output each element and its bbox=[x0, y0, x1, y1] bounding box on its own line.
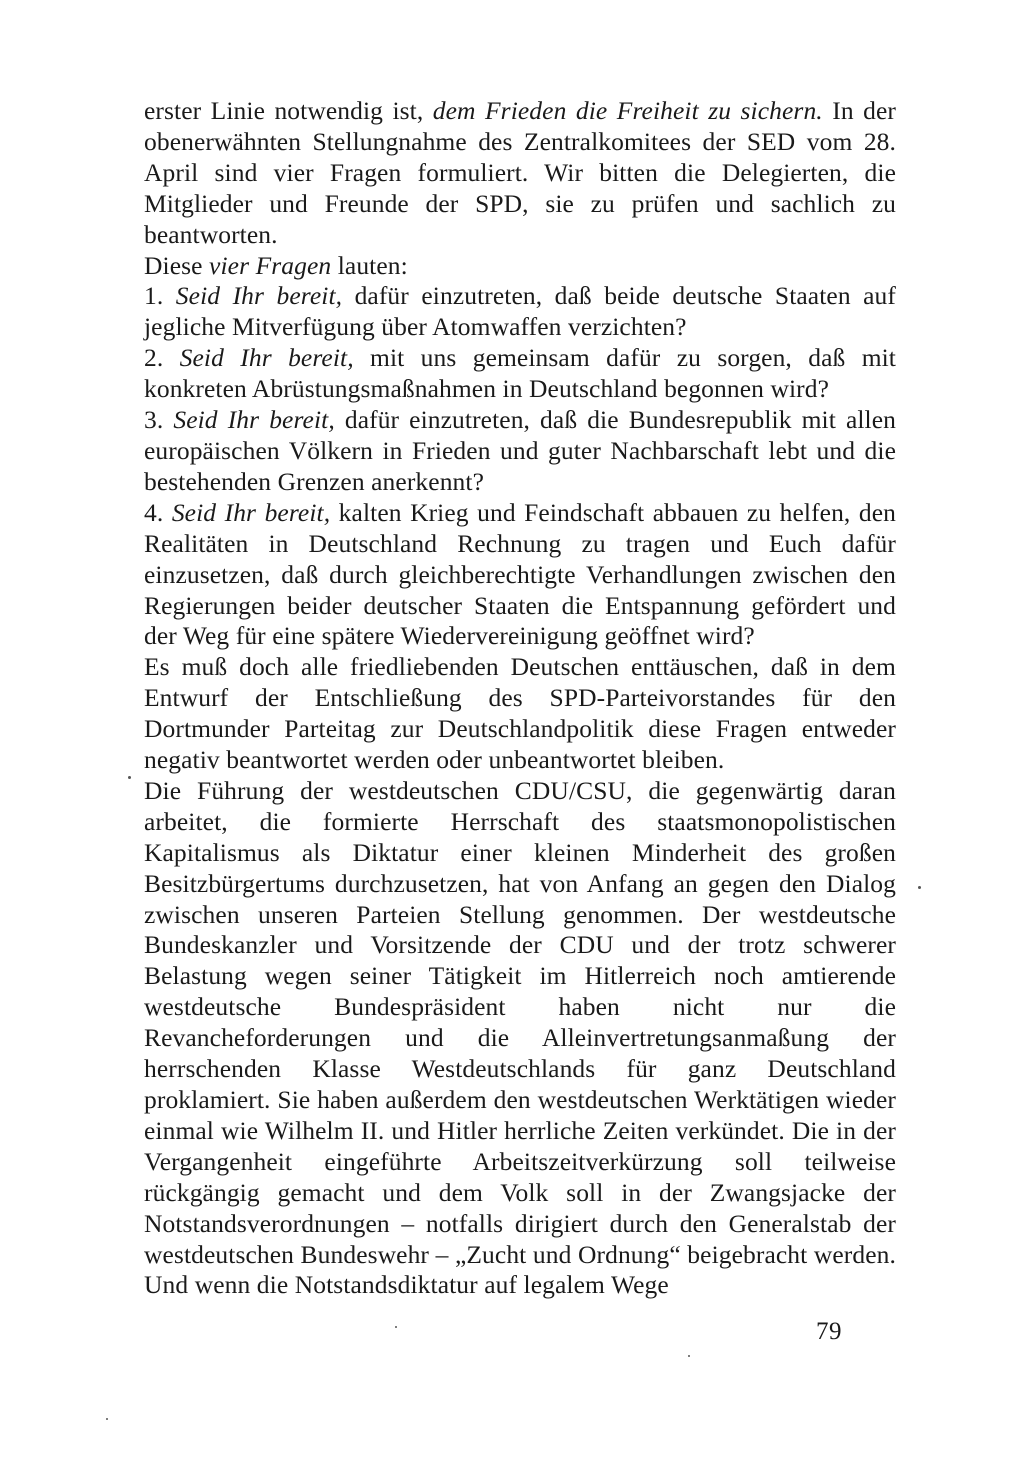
question-number: 2. bbox=[144, 343, 180, 373]
print-speck bbox=[918, 886, 921, 889]
text-run: dafür einzutreten, daß die Bundesrepublik mit allen europäischen Völkern in Frieden und guter Nachbarschaft lebt und die bestehenden Grenzen anerkennt? bbox=[144, 405, 896, 496]
emphasis: dem Frieden die Freiheit zu sichern. bbox=[432, 96, 823, 125]
question-1 bbox=[144, 281, 896, 343]
print-speck bbox=[106, 1418, 108, 1420]
page-number: 79 bbox=[816, 1318, 842, 1345]
question-number: 3. bbox=[144, 405, 174, 435]
print-speck bbox=[128, 776, 131, 779]
emphasis: Seid Ihr bereit, bbox=[171, 497, 331, 527]
paragraph bbox=[144, 251, 896, 282]
text-run: dafür einzutreten, daß beide deutsche Staaten auf jegliche Mitverfügung über Atomwaffen verzichten? bbox=[144, 281, 896, 342]
emphasis: Seid Ihr bereit, bbox=[179, 343, 354, 373]
emphasis: vier Fragen bbox=[209, 250, 332, 280]
paragraph bbox=[144, 652, 896, 776]
text-run: lauten: bbox=[331, 250, 408, 280]
text-run: Es muß doch alle friedliebenden Deutschen enttäuschen, daß in dem Entwurf der Entschließung des SPD-Parteivorstandes für den Dortmunder Parteitag zur Deutschlandpolitik diese Fragen entweder negativ beantwortet werden oder unbeantwortet bleiben. bbox=[144, 652, 896, 775]
emphasis: Seid Ihr bereit, bbox=[175, 281, 343, 311]
question-number: 1. bbox=[144, 281, 176, 311]
question-number: 4. bbox=[144, 497, 172, 527]
paragraph bbox=[144, 776, 896, 1301]
text-run: kalten Krieg und Feindschaft abbauen zu helfen, den Realitäten in Deutschland Rechnung zu tragen und Euch dafür einzusetzen, daß durch gleichberechtigte Verhandlungen zwischen den Regierungen beider deutscher Staaten die Entspannung gefördert und der Weg für eine spätere Wiedervereinigung geöffnet wird? bbox=[144, 497, 897, 651]
print-speck bbox=[688, 1355, 690, 1357]
text-run: Die Führung der westdeutschen CDU/CSU, die gegenwärtig daran arbeitet, die formierte Herrschaft des staatsmonopolistischen Kapitalismus als Diktatur einer kleinen Minderheit des großen Besitzbürgertums durchzusetzen, hat von Anfang an gegen den Dialog zwischen unseren Parteien Stellung genommen. Der westdeutsche Bundeskanzler und Vorsitzende der CDU und der trotz schwerer Belastung wegen seiner Tätigkeit im Hitlerreich noch amtierende westdeutsche Bundespräsident haben nicht nur die Revancheforderungen und die Alleinvertretungsanmaßung der herrschenden Klasse Westdeutschlands für ganz Deutschland proklamiert. Sie haben außerdem den westdeutschen Werktätigen wieder einmal wie Wilhelm II. und Hitler herrliche Zeiten verkündet. Die in der Vergangenheit eingeführte Arbeitszeitverkürzung soll teilweise rückgängig gemacht und dem Volk soll in der Zwangsjacke der Notstandsverordnungen – notfalls dirigiert durch den Generalstab der westdeutschen Bundeswehr – „Zucht und Ordnung“ beigebracht werden. Und wenn die Notstandsdiktatur auf legalem Wege bbox=[144, 775, 896, 1300]
question-4 bbox=[144, 498, 896, 653]
text-run: In der obenerwähnten Stellungnahme des Zentralkomitees der SED vom 28. April sind vier Fragen formuliert. Wir bitten die Delegierten, die Mitglieder und Freunde der SPD, sie zu prüfen und sachlich zu beantworten. bbox=[144, 96, 896, 249]
text-run: erster Linie notwendig ist, bbox=[144, 96, 433, 125]
print-speck bbox=[395, 1326, 397, 1328]
emphasis: Seid Ihr bereit, bbox=[173, 405, 335, 435]
text-run: Diese bbox=[144, 250, 210, 280]
text-run: mit uns gemeinsam dafür zu sorgen, daß mit konkreten Abrüstungsmaßnahmen in Deutschland begonnen wird? bbox=[144, 343, 896, 404]
question-2 bbox=[144, 343, 896, 405]
body-text bbox=[144, 96, 896, 1301]
paragraph bbox=[144, 96, 896, 251]
question-3 bbox=[144, 405, 896, 498]
